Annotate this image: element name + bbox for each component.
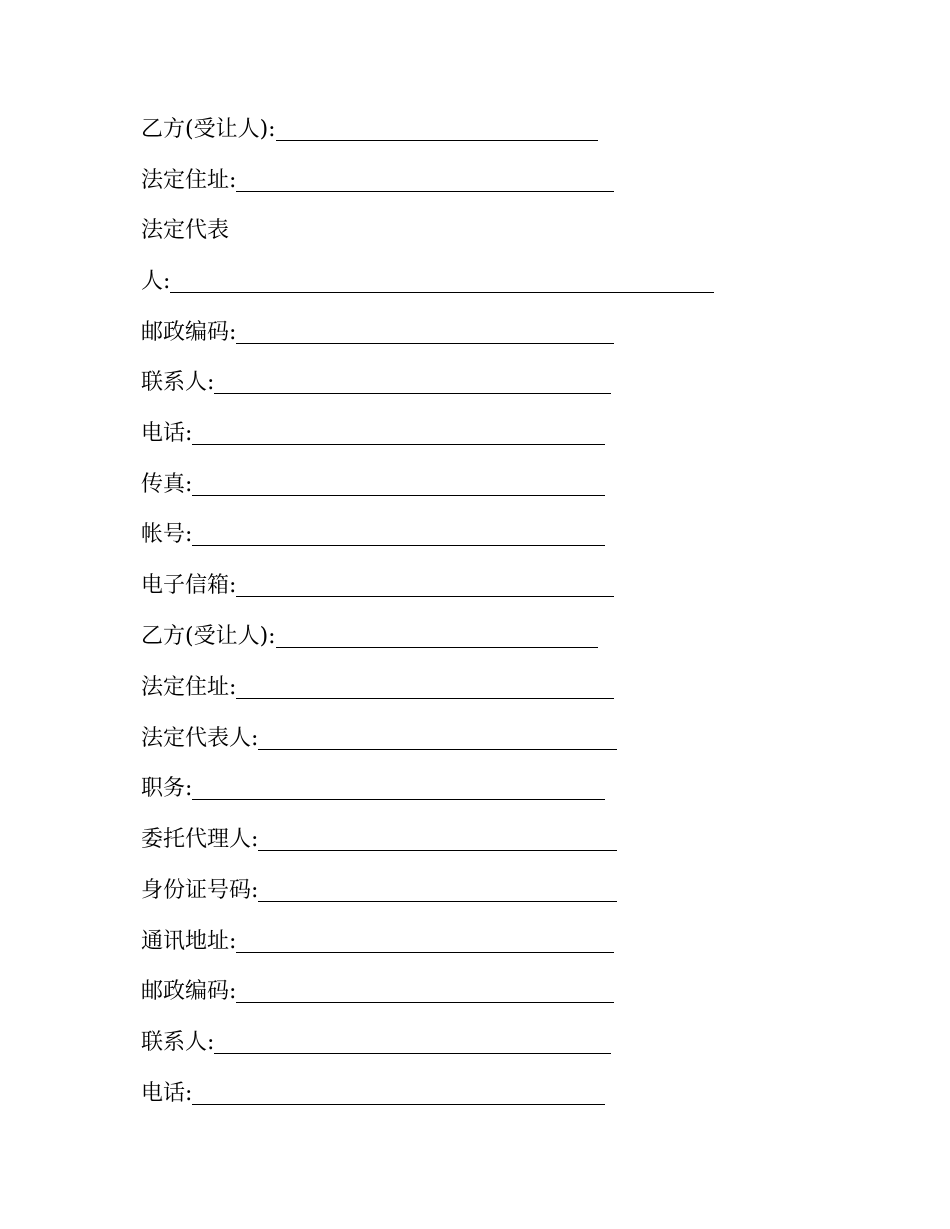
field-label: 通讯地址:: [141, 929, 237, 954]
postal-code-field-2: [141, 977, 614, 1007]
field-label: 人:: [141, 269, 171, 294]
field-label: 电话:: [141, 421, 193, 446]
field-label: 法定住址:: [141, 168, 237, 193]
blank-line: [192, 1082, 605, 1105]
blank-line: [214, 1031, 611, 1054]
blank-line: [192, 777, 605, 800]
phone-field-2: [141, 1079, 605, 1109]
blank-line: [236, 321, 614, 344]
blank-line: [236, 574, 614, 597]
blank-line: [170, 270, 714, 293]
field-label: 电子信箱:: [141, 573, 237, 598]
field-label: 邮政编码:: [141, 320, 237, 345]
mailing-address-field: [141, 927, 614, 957]
blank-line: [192, 422, 605, 445]
blank-line: [258, 828, 617, 851]
phone-field: [141, 419, 605, 449]
blank-line: [258, 727, 617, 750]
fax-field: [141, 470, 605, 500]
field-label: 身份证号码:: [141, 878, 259, 903]
field-label: 法定代表: [141, 218, 230, 243]
id-number-field: [141, 876, 617, 906]
blank-line: [276, 625, 598, 648]
field-label: 乙方(受让人):: [141, 624, 276, 649]
blank-line: [236, 930, 614, 953]
field-label: 法定住址:: [141, 675, 237, 700]
account-number-field: [141, 520, 605, 550]
field-label: 联系人:: [141, 370, 215, 395]
blank-line: [192, 523, 605, 546]
field-label: 帐号:: [141, 522, 193, 547]
blank-line: [276, 118, 598, 141]
field-label: 乙方(受让人):: [141, 117, 276, 142]
legal-representative-label-wrapped: [141, 216, 229, 246]
field-label: 联系人:: [141, 1030, 215, 1055]
contact-person-field: [141, 368, 611, 398]
legal-representative-field-2: [141, 724, 617, 754]
field-label: 委托代理人:: [141, 827, 259, 852]
field-label: 传真:: [141, 472, 193, 497]
entrusted-agent-field: [141, 825, 617, 855]
field-label: 邮政编码:: [141, 979, 237, 1004]
postal-code-field: [141, 318, 614, 348]
position-field: [141, 774, 605, 804]
legal-representative-field: [141, 267, 714, 297]
contact-person-field-2: [141, 1028, 611, 1058]
blank-line: [214, 371, 611, 394]
blank-line: [192, 473, 605, 496]
email-field: [141, 571, 614, 601]
party-b-transferee-field-2: [141, 622, 598, 652]
field-label: 法定代表人:: [141, 726, 259, 751]
legal-address-field: [141, 166, 614, 196]
field-label: 职务:: [141, 776, 193, 801]
legal-address-field-2: [141, 673, 614, 703]
blank-line: [236, 169, 614, 192]
blank-line: [236, 676, 614, 699]
blank-line: [236, 980, 614, 1003]
blank-line: [258, 879, 617, 902]
party-b-transferee-field: [141, 115, 598, 145]
field-label: 电话:: [141, 1081, 193, 1106]
